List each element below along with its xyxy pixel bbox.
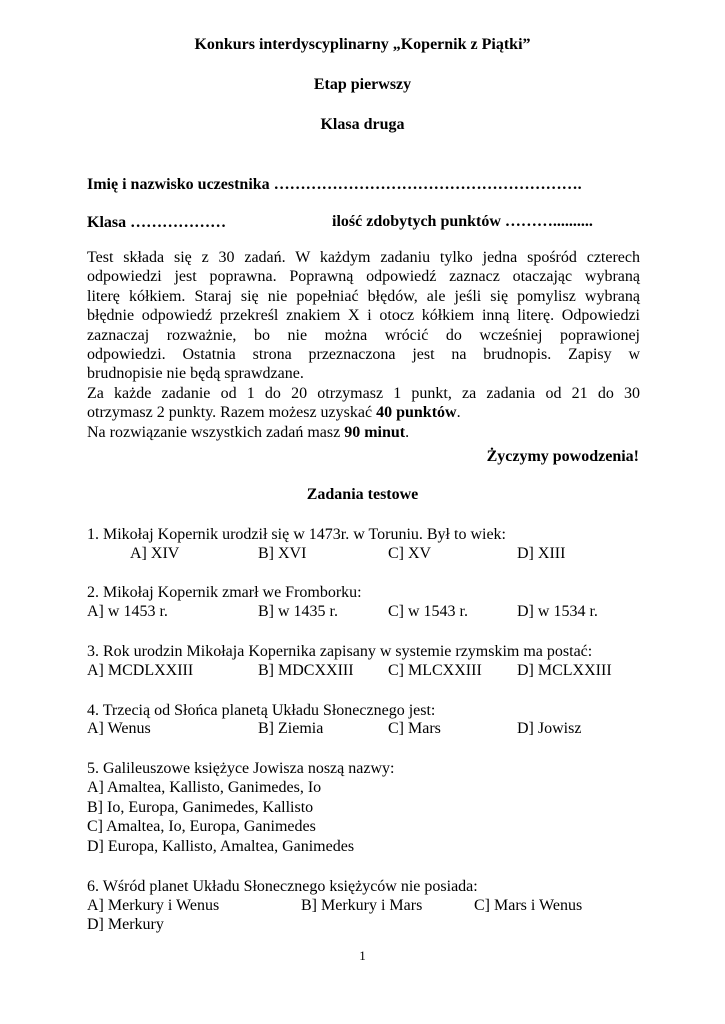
time-limit: 90 minut: [344, 423, 406, 441]
q3-option-b[interactable]: B] MDCXXIII: [258, 662, 354, 679]
time-line: Na rozwiązanie wszystkich zadań masz 90 minut.: [87, 423, 410, 441]
q3-option-d[interactable]: D] MCLXXIII: [517, 662, 612, 679]
instruction-line: odpowiedzi jest poprawna. Poprawną odpowiedź zaznacz otaczając wybraną: [87, 268, 640, 286]
q1-option-c[interactable]: C] XV: [388, 545, 432, 562]
q4-option-a[interactable]: A] Wenus: [87, 720, 151, 737]
instruction-line: błędnie odpowiedź przekreśl znakiem X i otocz kółkiem inną literę. Odpowiedzi: [87, 307, 640, 325]
question-6: 6. Wśród planet Układu Słonecznego księżyców nie posiada:: [87, 878, 478, 895]
question-1: 1. Mikołaj Kopernik urodził się w 1473r. w Toruniu. Był to wiek:: [87, 526, 506, 543]
q6-option-b[interactable]: B] Merkury i Mars: [301, 897, 423, 914]
q3-option-c[interactable]: C] MLCXXIII: [388, 662, 482, 679]
page-number: 1: [359, 948, 366, 963]
instructions: [87, 248, 640, 442]
q3-option-a[interactable]: A] MCDLXXIII: [87, 662, 194, 679]
instruction-line: literę kółkiem. Staraj się nie popełniać błędów, ale jeśli się pomylisz wybraną: [87, 287, 640, 305]
q6-option-d[interactable]: D] Merkury: [87, 916, 164, 933]
q5-option-c[interactable]: C] Amaltea, Io, Europa, Ganimedes: [87, 818, 316, 835]
contest-title: Konkurs interdyscyplinarny „Kopernik z Piątki”: [194, 36, 531, 53]
stage-title: Etap pierwszy: [313, 76, 412, 93]
q4-option-d[interactable]: D] Jowisz: [517, 720, 582, 737]
question-2: 2. Mikołaj Kopernik zmarł we Fromborku:: [87, 584, 362, 601]
q6-option-c[interactable]: C] Mars i Wenus: [474, 897, 583, 914]
instruction-line: zaznaczaj rozważnie, bo nie można wrócić do wcześniej poprawionej: [87, 326, 640, 344]
class-field: Klasa ………………: [87, 214, 227, 231]
q1-option-a[interactable]: A] XIV: [130, 545, 180, 562]
q2-option-b[interactable]: B] w 1435 r.: [258, 603, 338, 620]
instruction-line: brudnopisie nie będą sprawdzane.: [87, 365, 304, 383]
q2-option-a[interactable]: A] w 1453 r.: [87, 603, 168, 620]
class-title: Klasa druga: [320, 116, 405, 133]
participant-name-field: Imię i nazwisko uczestnika ………………………………………………….: [87, 176, 582, 193]
section-title: Zadania testowe: [306, 486, 419, 503]
scoring-line-2: otrzymasz 2 punkty. Razem możesz uzyskać 40 punktów.: [87, 404, 461, 422]
q5-option-b[interactable]: B] Io, Europa, Ganimedes, Kallisto: [87, 799, 314, 816]
q5-option-a[interactable]: A] Amaltea, Kallisto, Ganimedes, Io: [87, 779, 322, 796]
q1-option-d[interactable]: D] XIII: [517, 545, 566, 562]
q5-option-d[interactable]: D] Europa, Kallisto, Amaltea, Ganimedes: [87, 838, 355, 855]
q4-option-b[interactable]: B] Ziemia: [258, 720, 324, 737]
scoring-line: Za każde zadanie od 1 do 20 otrzymasz 1 punkt, za zadania od 21 do 30: [87, 384, 640, 402]
instruction-line: odpowiedzi. Ostatnia strona przeznaczona jest na brudnopis. Zapisy w: [87, 346, 640, 364]
question-5: 5. Galileuszowe księżyce Jowisza noszą nazwy:: [87, 760, 395, 777]
q6-option-a[interactable]: A] Merkury i Wenus: [87, 897, 220, 914]
points-field: ilość zdobytych punktów ………..........: [332, 213, 593, 230]
question-3: 3. Rok urodzin Mikołaja Kopernika zapisany w systemie rzymskim ma postać:: [87, 643, 593, 660]
total-points: 40 punktów: [376, 404, 457, 422]
q1-option-b[interactable]: B] XVI: [258, 545, 307, 562]
q2-option-d[interactable]: D] w 1534 r.: [517, 603, 598, 620]
instruction-line: Test składa się z 30 zadań. W każdym zadaniu tylko jedna spośród czterech: [87, 249, 640, 266]
question-4: 4. Trzecią od Słońca planetą Układu Słonecznego jest:: [87, 702, 436, 719]
q2-option-c[interactable]: C] w 1543 r.: [388, 603, 468, 620]
good-luck-text: Życzymy powodzenia!: [486, 448, 639, 465]
q4-option-c[interactable]: C] Mars: [388, 720, 441, 737]
